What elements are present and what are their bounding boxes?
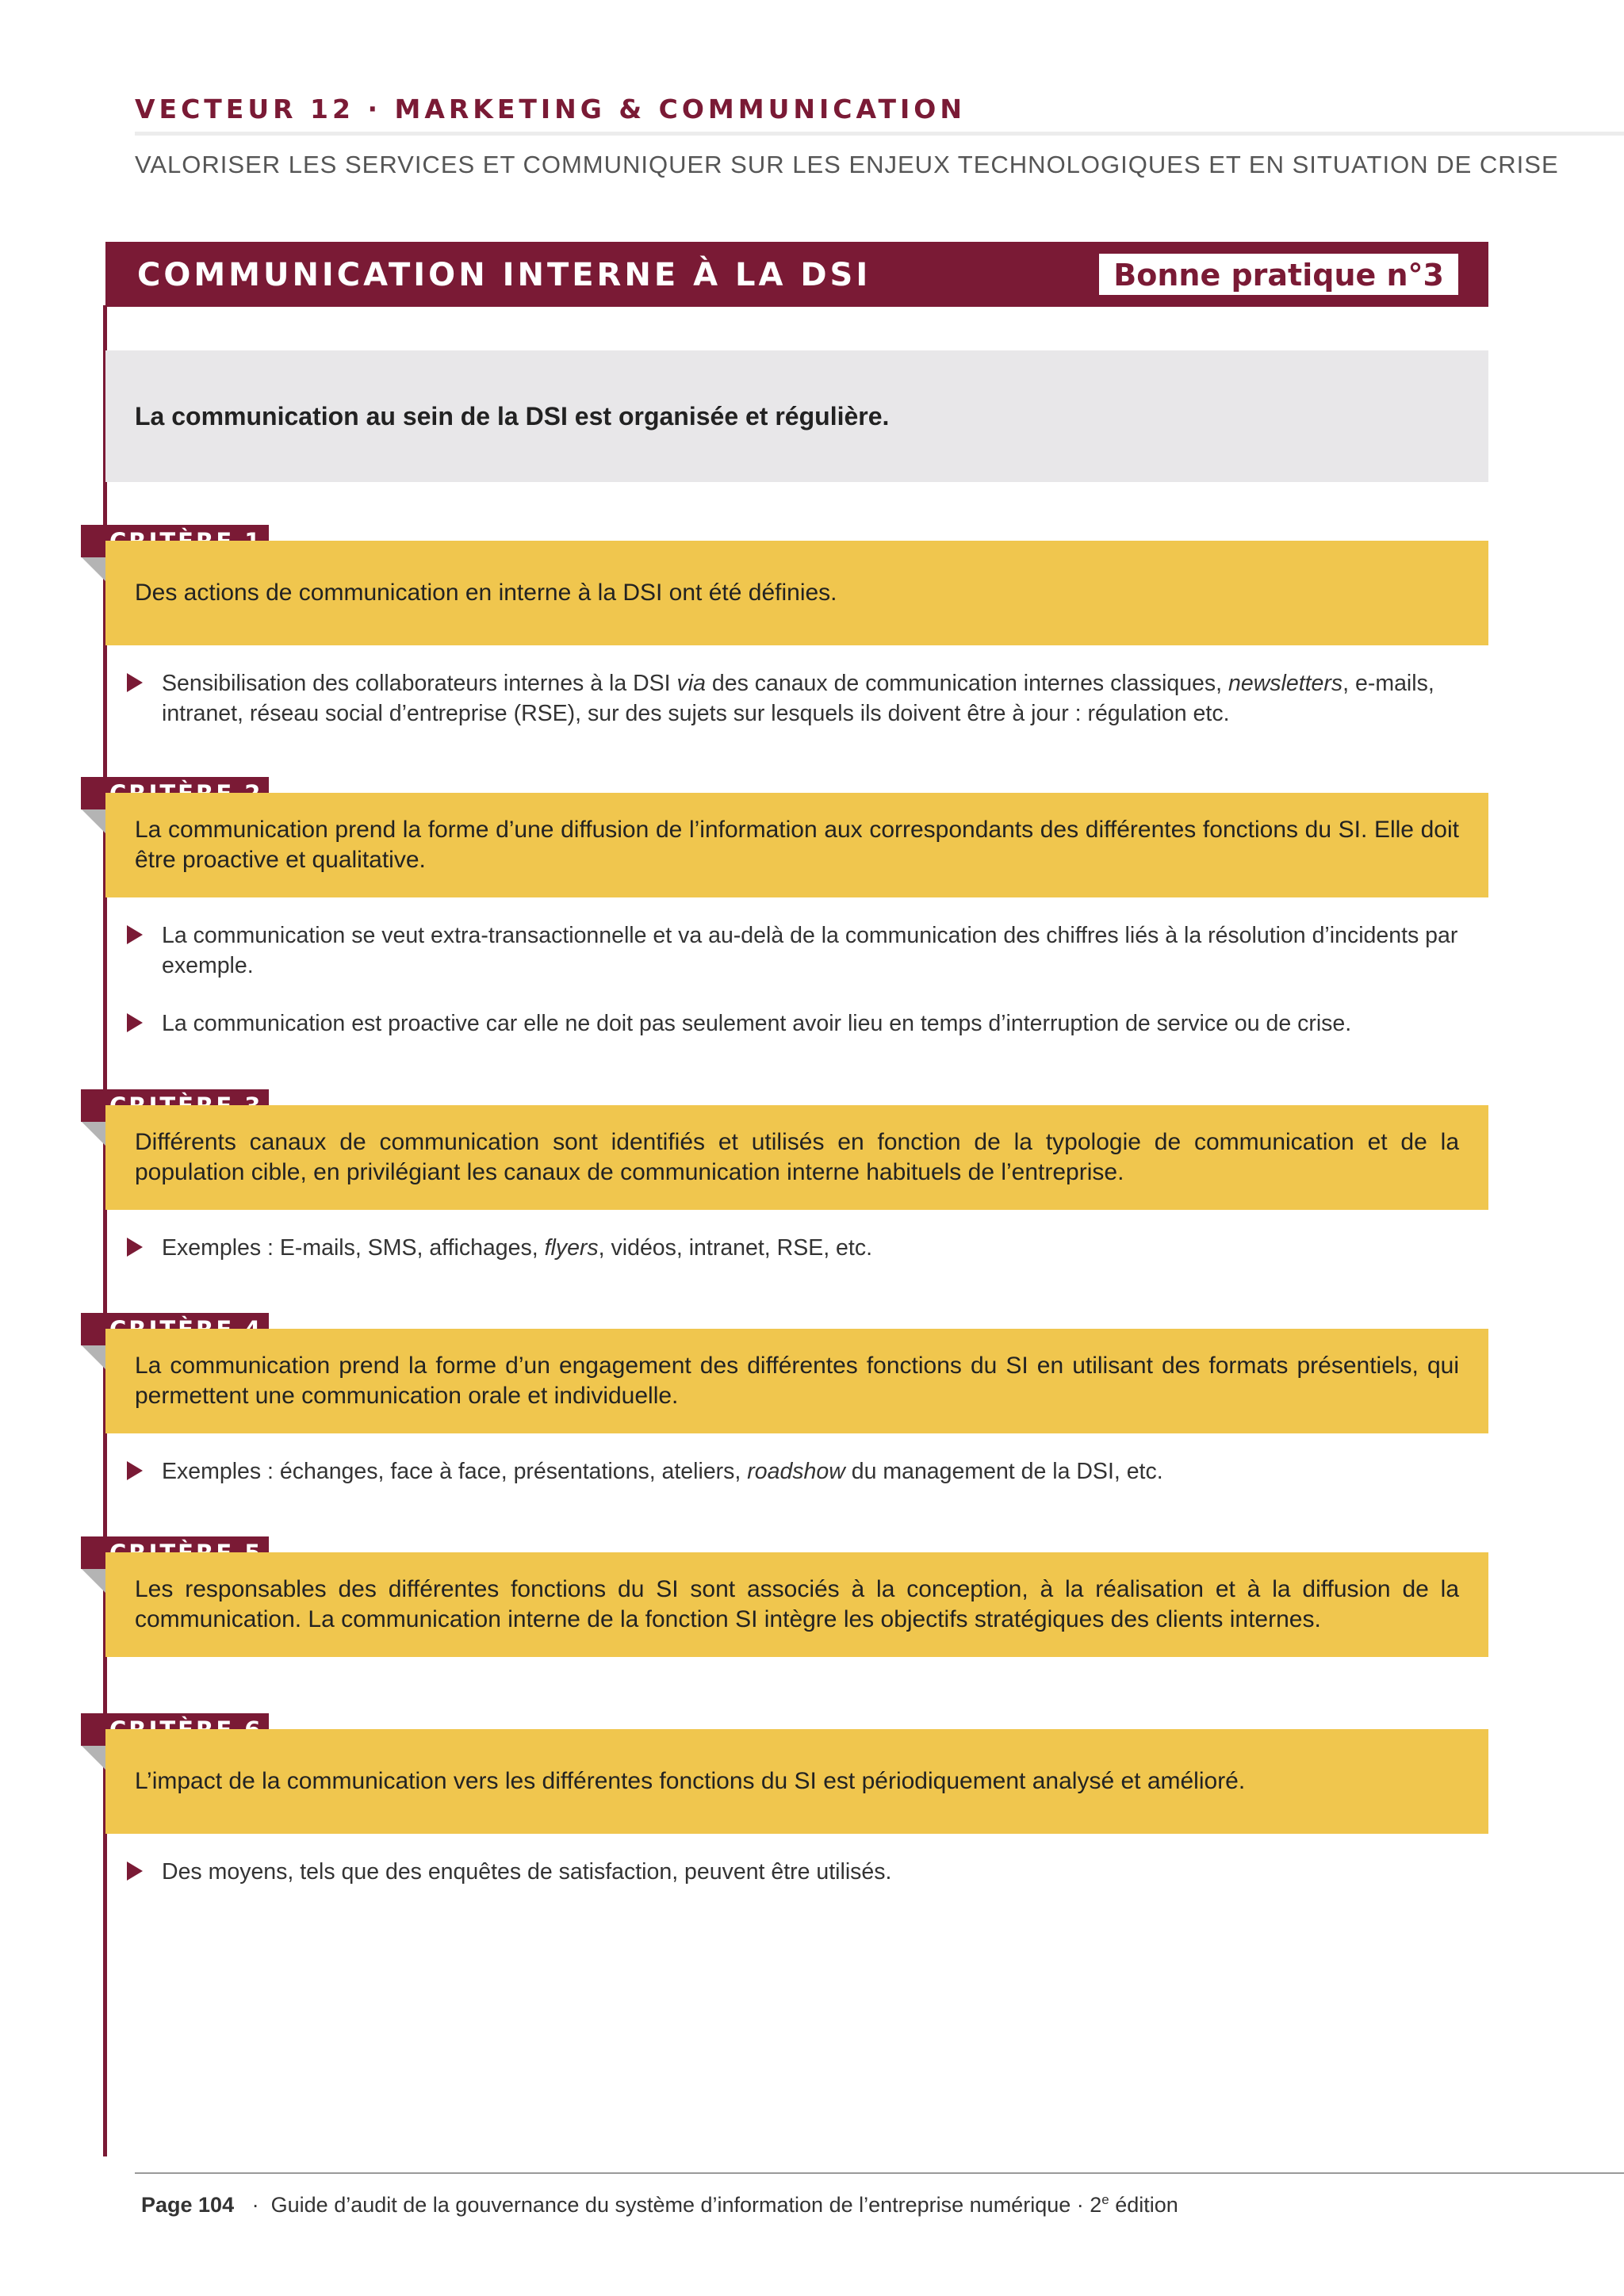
best-practice-badge: Bonne pratique n°3 xyxy=(1099,254,1458,295)
bullet-arrow-icon xyxy=(127,925,143,944)
criterion-text: Les responsables des différentes fonctions du SI sont associés à la conception, à la réalisation et à la diffusion de la communication. La communication interne de la fonction SI intègre les objectifs stratégiques des clients internes. xyxy=(135,1576,1459,1632)
intro-box xyxy=(105,350,1488,482)
section-title: COMMUNICATION INTERNE À LA DSI xyxy=(137,257,871,293)
tab-fold xyxy=(81,1345,105,1369)
criterion-text: Différents canaux de communication sont identifiés et utilisés en fonction de la typologie de communication et de la population cible, en privilégiant les canaux de communication interne habituels de l’entreprise. xyxy=(135,1129,1459,1185)
criterion-text: Des actions de communication en interne à la DSI ont été définies. xyxy=(135,580,837,606)
criterion-text: La communication prend la forme d’un engagement des différentes fonctions du SI en utilisant des formats présentiels, qui permettent une communication orale et individuelle. xyxy=(135,1353,1459,1409)
section-title-bar xyxy=(105,242,1488,307)
bullet-item xyxy=(127,668,1489,729)
bullet-item xyxy=(127,1233,1489,1263)
page-number: Page 104 xyxy=(141,2193,235,2217)
criterion-box xyxy=(105,1729,1488,1834)
bullet-text: Exemples : E-mails, SMS, affichages, flyers, vidéos, intranet, RSE, etc. xyxy=(162,1235,872,1261)
footer-separator: · xyxy=(251,2193,259,2217)
bullet-text: Sensibilisation des collaborateurs internes à la DSI via des canaux de communication internes classiques, newsletters, e-mails, intranet, réseau social d’entreprise (RSE), sur des sujets sur lesquels ils doivent être à jour : régulation etc. xyxy=(162,671,1434,726)
bullet-arrow-icon xyxy=(127,1238,143,1257)
footer-edition-sup: e xyxy=(1101,2192,1109,2207)
vector-title: VECTEUR 12 · MARKETING & COMMUNICATION xyxy=(135,94,966,124)
bullet-item xyxy=(127,1857,1489,1887)
vector-subtitle: VALORISER LES SERVICES ET COMMUNIQUER SUR LES ENJEUX TECHNOLOGIQUES ET EN SITUATION DE CRISE xyxy=(135,151,1559,178)
tab-fold xyxy=(81,1568,105,1593)
bullet-text: Des moyens, tels que des enquêtes de satisfaction, peuvent être utilisés. xyxy=(162,1859,892,1885)
tab-fold xyxy=(81,809,105,833)
footer-title: Guide d’audit de la gouvernance du système d’information de l’entreprise numérique · 2 xyxy=(270,2193,1102,2217)
bullet-text: La communication est proactive car elle ne doit pas seulement avoir lieu en temps d’interruption de service ou de crise. xyxy=(162,1011,1352,1036)
criterion-box xyxy=(105,541,1488,645)
bullet-arrow-icon xyxy=(127,1862,143,1881)
criterion-box xyxy=(105,1552,1488,1657)
criterion-box xyxy=(105,793,1488,897)
criterion-text: La communication prend la forme d’une diffusion de l’information aux correspondants des différentes fonctions du SI. Elle doit être proactive et qualitative. xyxy=(135,817,1459,873)
criterion-text: L’impact de la communication vers les différentes fonctions du SI est périodiquement analysé et amélioré. xyxy=(135,1768,1246,1794)
bullet-arrow-icon xyxy=(127,1461,143,1480)
tab-fold xyxy=(81,557,105,581)
tab-fold xyxy=(81,1745,105,1770)
bullet-text: Exemples : échanges, face à face, présentations, ateliers, roadshow du management de la DSI, etc. xyxy=(162,1459,1163,1484)
footer-edition: édition xyxy=(1109,2193,1178,2217)
bullet-item xyxy=(127,920,1489,981)
page-footer xyxy=(141,2192,1178,2218)
bullet-text: La communication se veut extra-transactionnelle et va au-delà de la communication des chiffres liés à la résolution d’incidents par exemple. xyxy=(162,923,1458,978)
bullet-item xyxy=(127,1456,1489,1487)
criterion-box xyxy=(105,1329,1488,1433)
bullet-item xyxy=(127,1008,1489,1039)
bullet-arrow-icon xyxy=(127,673,143,692)
bullet-arrow-icon xyxy=(127,1013,143,1032)
tab-fold xyxy=(81,1121,105,1146)
intro-statement: La communication au sein de la DSI est organisée et régulière. xyxy=(135,402,890,430)
footer-divider xyxy=(135,2172,1624,2174)
header-divider xyxy=(135,132,1624,136)
criterion-box xyxy=(105,1105,1488,1210)
